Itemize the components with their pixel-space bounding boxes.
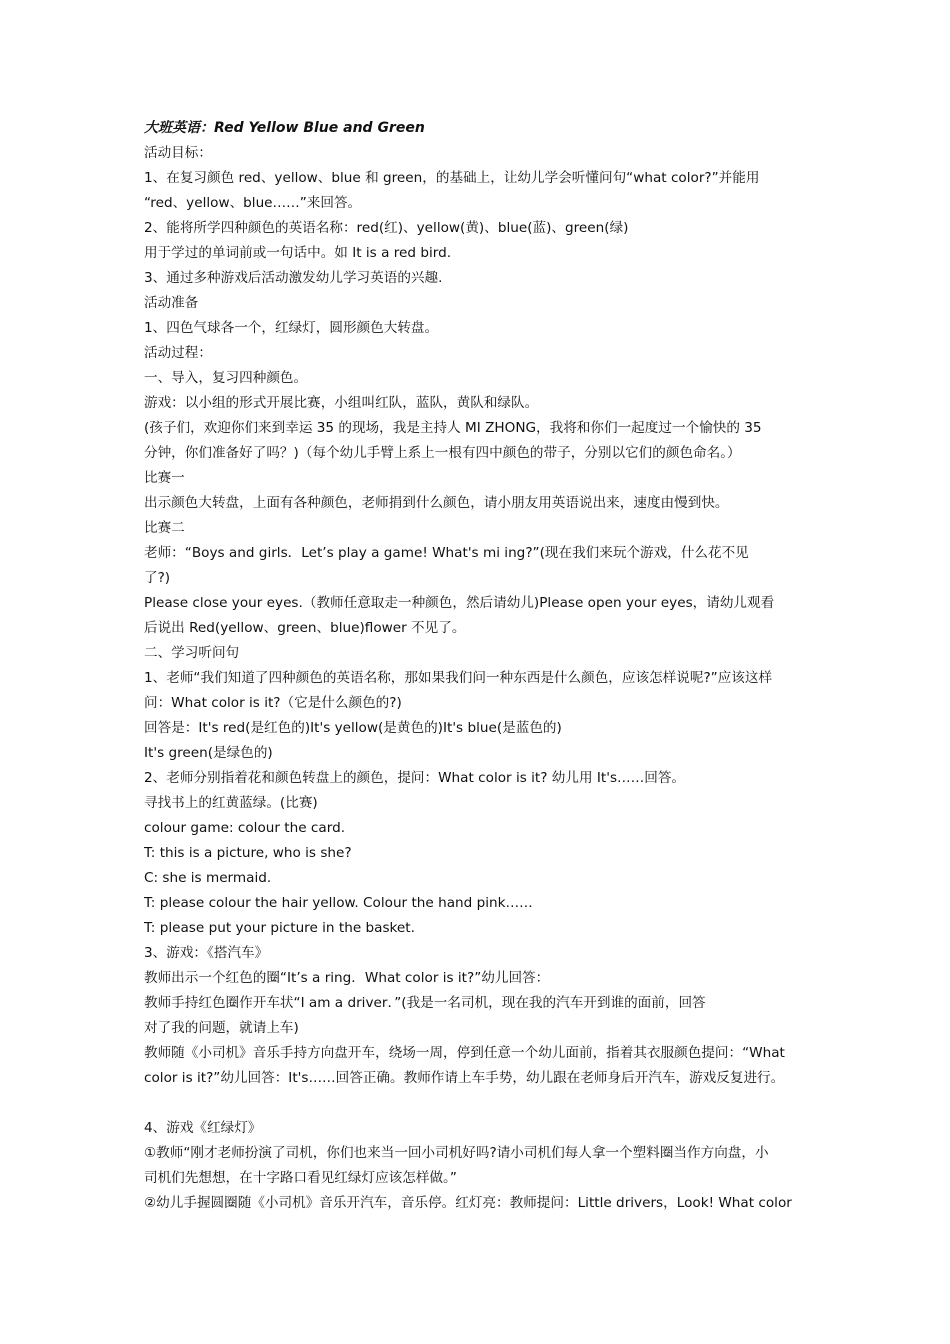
text-line: It's green(是绿色的): [144, 745, 273, 761]
document-page: [144, 116, 816, 1216]
text-line: 出示颜色大转盘，上面有各种颜色，老师捐到什么颜色，请小朋友用英语说出来，速度由慢到快。: [144, 495, 729, 511]
text-line: 1、在复习颜色 red、yellow、blue 和 green，的基础上，让幼儿学会听懂问句“what color?”并能用: [144, 170, 760, 186]
text-line: 活动准备: [144, 295, 199, 311]
text-line: colour game: colour the card.: [144, 820, 346, 836]
text-line: 用于学过的单词前或一句话中。如 It is a red bird.: [144, 245, 452, 261]
text-line: color is it?”幼儿回答：It's……回答正确。教师作请上车手势，幼儿跟在老师身后开汽车，游戏反复进行。: [144, 1070, 785, 1086]
text-line: 司机们先想想，在十字路口看见红绿灯应该怎样做。”: [144, 1170, 457, 1186]
text-line: 问：What color is it?（它是什么颜色的?): [144, 695, 402, 711]
text-line: 1、四色气球各一个，红绿灯，圆形颜色大转盘。: [144, 320, 439, 336]
text-line: T: this is a picture, who is she?: [144, 845, 352, 861]
text-line: Please close your eyes.（教师任意取走一种颜色，然后请幼儿)Please open your eyes，请幼儿观看: [144, 595, 775, 611]
text-line: 分钟，你们准备好了吗？)（每个幼儿手臂上系上一根有四中颜色的带子，分别以它们的颜色命名。）: [144, 445, 741, 461]
text-line: 了?): [144, 570, 171, 586]
paragraph-block-a: [144, 141, 816, 1091]
text-line: 活动目标：: [144, 145, 212, 161]
document-title: 大班英语：Red Yellow Blue and Green: [144, 120, 425, 136]
text-line: 1、老师“我们知道了四种颜色的英语名称，那如果我们问一种东西是什么颜色，应该怎样说呢?”应该这样: [144, 670, 773, 686]
text-line: T: please put your picture in the basket.: [144, 920, 415, 936]
text-line: 一、导入，复习四种颜色。: [144, 370, 308, 386]
text-line: 后说出 Red(yellow、green、blue)flower 不见了。: [144, 620, 466, 636]
text-line: 教师手持红色圈作开车状“I am a driver．”(我是一名司机，现在我的汽车开到谁的面前，回答: [144, 995, 706, 1011]
text-line: 4、游戏《红绿灯》: [144, 1120, 262, 1136]
text-line: 2、老师分别指着花和颜色转盘上的颜色，提问：What color is it? 幼儿用 It's……回答。: [144, 770, 685, 786]
text-line: C: she is mermaid.: [144, 870, 272, 886]
text-line: 2、能将所学四种颜色的英语名称：red(红)、yellow(黄)、blue(蓝)、green(绿): [144, 220, 629, 236]
text-line: 对了我的问题，就请上车): [144, 1020, 299, 1036]
text-line: “red、yellow、blue……”来回答。: [144, 195, 362, 211]
text-line: T: please colour the hair yellow. Colour the hand pink……: [144, 895, 533, 911]
text-line: 教师随《小司机》音乐手持方向盘开车，绕场一周，停到任意一个幼儿面前，指着其衣服颜色提问：“What: [144, 1045, 785, 1061]
text-line: 教师出示一个红色的圈“It’s a ring．What color is it?”幼儿回答：: [144, 970, 550, 986]
text-line: 寻找书上的红黄蓝绿。(比赛): [144, 795, 318, 811]
text-line: 老师：“Boys and girls．Let’s play a game! What's mi ing?”(现在我们来玩个游戏，什么花不见: [144, 545, 749, 561]
text-line: 3、通过多种游戏后活动激发幼儿学习英语的兴趣.: [144, 270, 443, 286]
blank-line: [144, 1091, 816, 1116]
text-line: 回答是：It's red(是红色的)It's yellow(是黄色的)It's blue(是蓝色的): [144, 720, 562, 736]
text-line: 比赛二: [144, 520, 185, 536]
text-line: ①教师“刚才老师扮演了司机，你们也来当一回小司机好吗?请小司机们每人拿一个塑料圈当作方向盘，小: [144, 1145, 769, 1161]
text-line: 活动过程：: [144, 345, 212, 361]
text-line: ②幼儿手握圆圈随《小司机》音乐开汽车，音乐停。红灯亮：教师提问：Little drivers，Look! What color: [144, 1195, 792, 1211]
text-line: 3、游戏：《搭汽车》: [144, 945, 269, 961]
paragraph-block-b: [144, 1116, 816, 1216]
text-line: 二、学习听问句: [144, 645, 240, 661]
text-line: 比赛一: [144, 470, 185, 486]
text-line: 游戏：以小组的形式开展比赛，小组叫红队，蓝队，黄队和绿队。: [144, 395, 539, 411]
text-line: (孩子们，欢迎你们来到幸运 35 的现场，我是主持人 MI ZHONG，我将和你们一起度过一个愉快的 35: [144, 420, 762, 436]
